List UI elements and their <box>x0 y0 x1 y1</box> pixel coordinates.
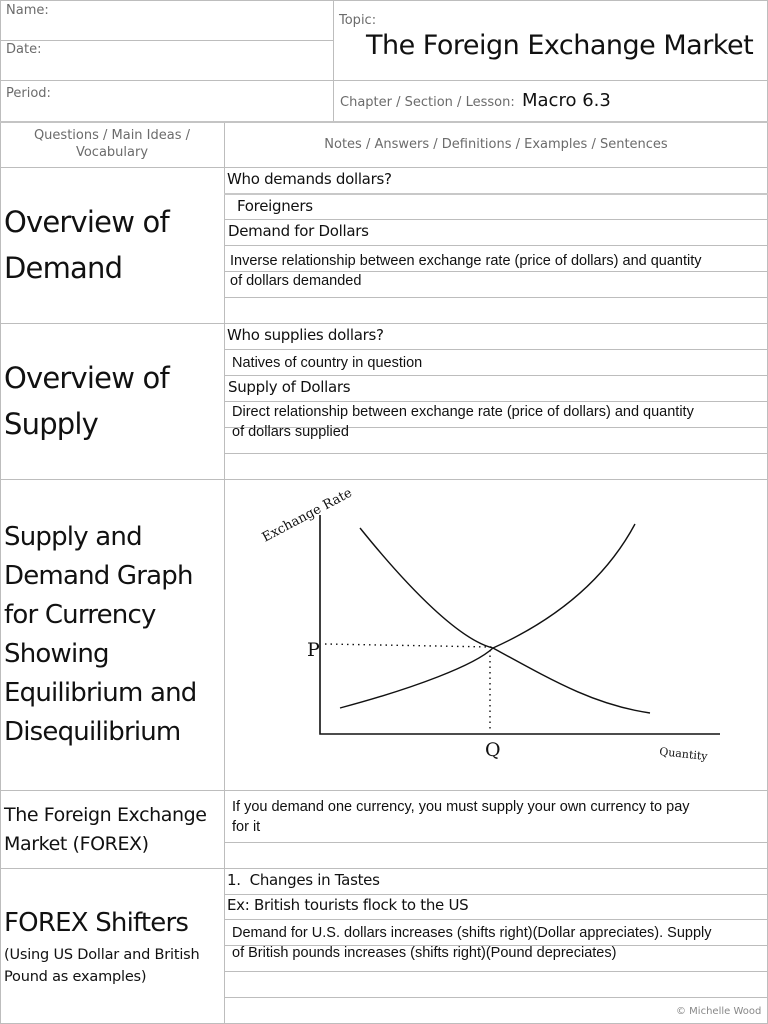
note-line <box>224 971 768 972</box>
y-axis-label: Exchange Rate <box>259 485 355 546</box>
period-label: Period: <box>6 86 51 101</box>
left-column-header: Questions / Main Ideas / Vocabulary <box>33 128 191 160</box>
right-column-header: Notes / Answers / Definitions / Examples / Sentences <box>324 137 668 152</box>
forex-title: The Foreign Exchange Market (FOREX) <box>4 804 207 855</box>
top-border <box>0 0 768 1</box>
header-line <box>0 80 768 81</box>
supply-note-3: Supply of Dollars <box>228 378 351 396</box>
demand-note-1: Who demands dollars? <box>227 170 392 188</box>
copyright-credit: © Michelle Wood <box>676 1006 762 1017</box>
section-divider <box>0 790 768 791</box>
note-line <box>224 349 768 350</box>
date-field[interactable] <box>80 42 328 78</box>
note-line <box>224 193 768 195</box>
lesson-label: Chapter / Section / Lesson: <box>340 95 515 110</box>
x-axis-label: Quantity <box>658 745 709 764</box>
note-line <box>224 919 768 920</box>
note-line <box>224 297 768 298</box>
header-line <box>0 121 768 123</box>
period-field[interactable] <box>80 83 328 119</box>
demand-note-2: Foreigners <box>237 197 313 215</box>
note-line <box>224 894 768 895</box>
header-line <box>0 40 333 41</box>
demand-note-5: of dollars demanded <box>230 273 362 289</box>
shifters-note-4: of British pounds increases (shifts right)(Pound depreciates) <box>232 945 617 961</box>
name-field[interactable] <box>80 2 328 38</box>
column-header-line <box>0 167 768 168</box>
supply-note-5: of dollars supplied <box>232 424 349 440</box>
topic-title: The Foreign Exchange Market <box>366 30 754 61</box>
supply-note-4: Direct relationship between exchange rate (price of dollars) and quantity <box>232 404 694 420</box>
shifters-subtitle: (Using US Dollar and British Pound as examples) <box>4 947 200 985</box>
demand-note-3: Demand for Dollars <box>228 222 369 240</box>
price-label: P <box>307 639 320 661</box>
section-divider <box>0 323 768 324</box>
demand-title: Overview of Demand <box>4 205 169 285</box>
note-line <box>224 375 768 376</box>
shifters-note-1: 1. Changes in Tastes <box>227 871 380 889</box>
note-line <box>224 453 768 454</box>
graph-axes <box>320 515 720 734</box>
note-line <box>224 245 768 246</box>
border-left <box>0 0 1 1024</box>
lesson-value: Macro 6.3 <box>522 90 611 111</box>
section-divider <box>0 868 768 869</box>
demand-note-4: Inverse relationship between exchange rate (price of dollars) and quantity <box>230 253 702 269</box>
note-line <box>224 997 768 998</box>
price-guide <box>325 644 492 647</box>
shifters-title: FOREX Shifters <box>4 908 189 938</box>
supply-note-2: Natives of country in question <box>232 355 423 371</box>
supply-title: Overview of Supply <box>4 361 169 441</box>
note-line <box>224 842 768 843</box>
date-label: Date: <box>6 42 42 57</box>
shifters-note-3: Demand for U.S. dollars increases (shifts right)(Dollar appreciates). Supply <box>232 925 712 941</box>
note-line <box>224 219 768 220</box>
topic-label: Topic: <box>339 13 377 28</box>
supply-curve <box>340 524 635 708</box>
forex-note-1: If you demand one currency, you must supply your own currency to pay <box>232 799 690 815</box>
shifters-note-2: Ex: British tourists flock to the US <box>227 896 469 914</box>
name-label: Name: <box>6 3 49 18</box>
graph-title: Supply and Demand Graph for Currency Showing Equilibrium and Disequilibrium <box>4 522 197 747</box>
demand-curve <box>360 528 650 713</box>
quantity-label: Q <box>485 739 501 761</box>
forex-note-2: for it <box>232 819 261 835</box>
supply-demand-graph <box>225 480 767 789</box>
supply-note-1: Who supplies dollars? <box>227 326 384 344</box>
header-divider <box>333 0 334 121</box>
